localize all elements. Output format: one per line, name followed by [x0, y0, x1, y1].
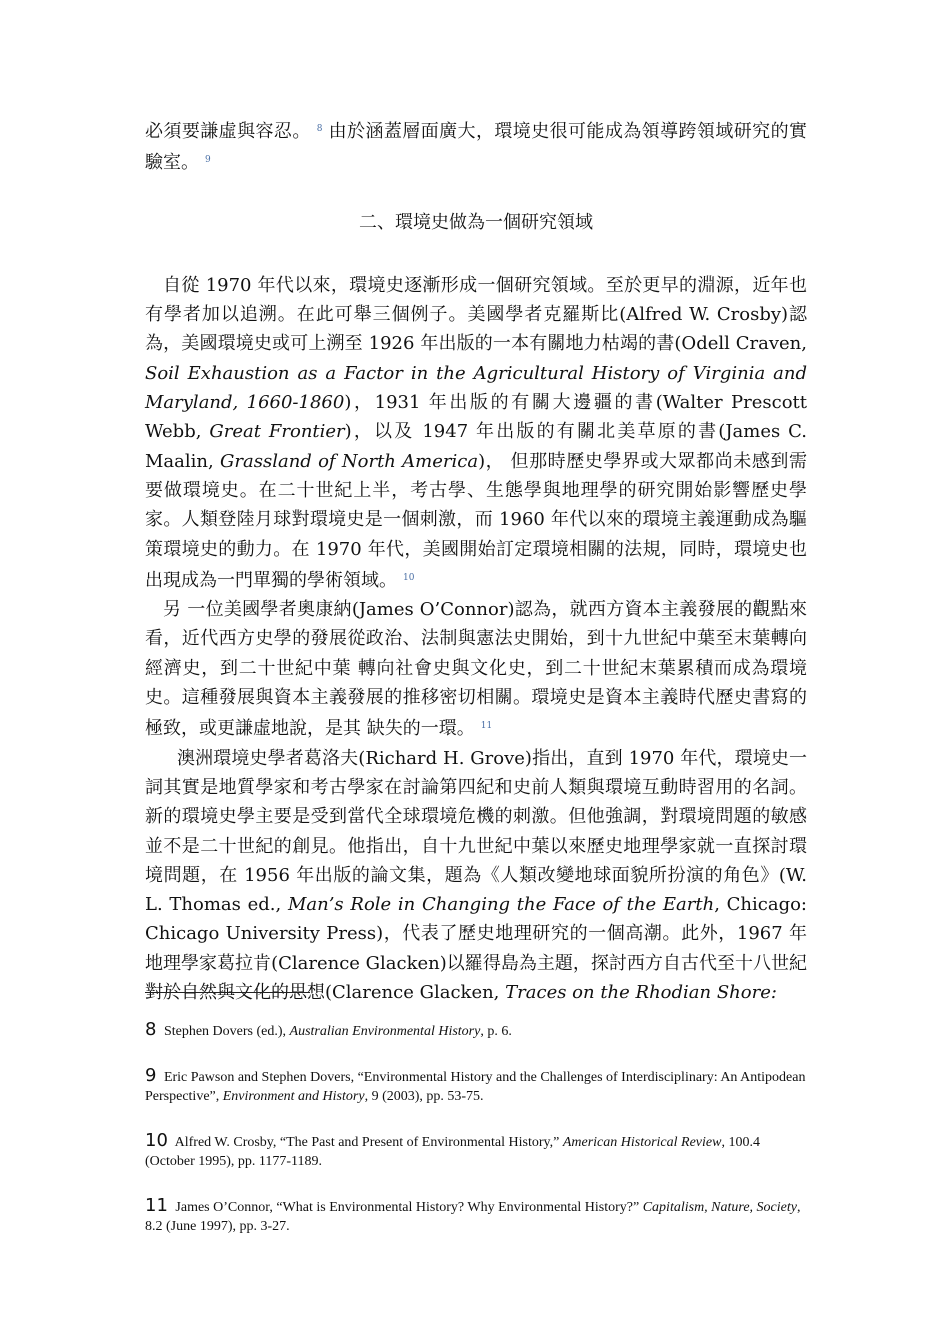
- text-span: Alfred W. Crosby, “The Past and Present of Environmental History,”: [174, 1135, 563, 1150]
- footnotes: [145, 1020, 807, 1261]
- text-span: , Chicago: Chicago University Press)，代表了歷史地理研究的一個高潮。此外，1967 年地理學家葛拉肯(Clarence Glacken)以羅得島為主題，探討西方自古代至十八世紀對於自然與文化的思想(Clarence Glacken,: [145, 894, 807, 1004]
- text-span: James O’Connor, “What is Environmental History? Why Environmental History?”: [175, 1200, 643, 1215]
- main-text: [145, 115, 807, 1007]
- footnote-ref-9[interactable]: 9: [205, 155, 211, 166]
- book-title: Grassland of North America: [220, 450, 479, 472]
- footnote-8: [145, 1020, 807, 1041]
- text-span: , 9 (2003), pp. 53-75.: [364, 1089, 484, 1104]
- paragraph-2: [145, 595, 807, 743]
- text-span: 必須要謙虛與容忍。: [145, 121, 311, 142]
- text-span: 由於涵蓋層面廣大，環境史很可能成為領導跨領域研究的實驗室。: [145, 121, 808, 174]
- text-span: )， 但那時歷史學界或大眾都尚未感到需要做環境史。在二十世紀上半，考古學、生態學與地理學的研究開始影響歷史學家。人類登陸月球對環境史是一個刺激，而 1960 年代以來的環境主義運動成為驅策環境史的動力。在 1970 年代，美國開始訂定環境相關的法規，同時，環境史也出現成為一門單獨的學術領域。: [145, 450, 807, 591]
- footnote-ref-8[interactable]: 8: [316, 124, 323, 134]
- footnote-ref-10[interactable]: 10: [403, 572, 415, 583]
- journal-title: Australian Environmental History: [289, 1024, 481, 1039]
- footnote-10: [145, 1131, 807, 1171]
- text-span: 澳洲環境史學者葛洛夫(Richard H. Grove)指出，直到 1970 年代，環境史一詞其實是地質學家和考古學家在討論第四紀和史前人類與環境互動時習用的名詞。新的環境史學主要是受到當代全球環境危機的刺激。但他強調，對環境問題的敏感並不是二十世紀的創見。他指出，自十九世紀中葉以來歷史地理學家就一直探討環境問題，在 1956 年出版的論文集，題為《人類改變地球面貌所扮演的角色》(W. L. Thomas ed.,: [145, 747, 807, 916]
- text-span: 自從 1970 年代以來，環境史逐漸形成一個研究領域。至於更早的淵源，近年也有學者加以追溯。在此可舉三個例子。美國學者克羅斯比(Alfred W. Crosby)認為，美國環境史或可上溯至 1926 年出版的一本有關地力枯竭的書(Odell Craven,: [145, 274, 807, 355]
- text-span: , p. 6.: [480, 1024, 512, 1039]
- footnote-number: 11: [145, 1195, 168, 1216]
- text-span: )，以及 1947 年出版的有關北美草原的書(James C. Maalin,: [145, 421, 807, 472]
- paragraph-continued: [145, 115, 807, 178]
- footnote-ref-11[interactable]: 11: [480, 721, 493, 732]
- book-title: Soil Exhaustion as a Factor in the Agricultural History of Virginia and Maryland, 1660-1860: [145, 362, 807, 414]
- text-span: , 100.4 (October 1995), pp. 1177-1189.: [145, 1135, 760, 1169]
- footnote-9: [145, 1066, 807, 1106]
- book-title: Traces on the Rhodian Shore:: [505, 982, 777, 1004]
- section-heading: 二、環境史做為一個研究領域: [359, 211, 593, 233]
- text-span: )，1931 年出版的有關大邊疆的書(Walter Prescott Webb,: [145, 392, 808, 443]
- footnote-11: [145, 1196, 807, 1236]
- book-title: Man’s Role in Changing the Face of the Earth: [287, 894, 715, 916]
- footnote-number: 10: [145, 1130, 168, 1151]
- paragraph-1: [145, 271, 807, 595]
- footnote-number: 8: [145, 1019, 157, 1040]
- footnote-separator: [145, 992, 310, 993]
- journal-title: American Historical Review: [562, 1135, 722, 1150]
- text-span: Eric Pawson and Stephen Dovers, “Environmental History and the Challenges of Interdisciplinary: An Antipodean Perspective”,: [145, 1070, 806, 1104]
- book-title: Great Frontier: [209, 421, 345, 443]
- journal-title: Environment and History: [222, 1089, 365, 1104]
- paragraph-3: [145, 744, 807, 1008]
- text-span: 另 一位美國學者奧康納(James O’Connor)認為，就西方資本主義發展的觀點來看，近代西方史學的發展從政治、法制與憲法史開始，到十九世紀中葉至末葉轉向經濟史，到二十世紀中葉 轉向社會史與文化史，到二十世紀末葉累積而成為環境史。這種發展與資本主義發展的推移密切相關。環境史是資本主義時代歷史書寫的極致，或更謙虛地說，是其 缺失的一環。: [145, 599, 807, 740]
- footnote-number: 9: [145, 1065, 157, 1086]
- text-span: , 8.2 (June 1997), pp. 3-27.: [145, 1200, 801, 1234]
- journal-title: Capitalism, Nature, Society: [642, 1200, 797, 1215]
- text-span: Stephen Dovers (ed.),: [163, 1024, 290, 1039]
